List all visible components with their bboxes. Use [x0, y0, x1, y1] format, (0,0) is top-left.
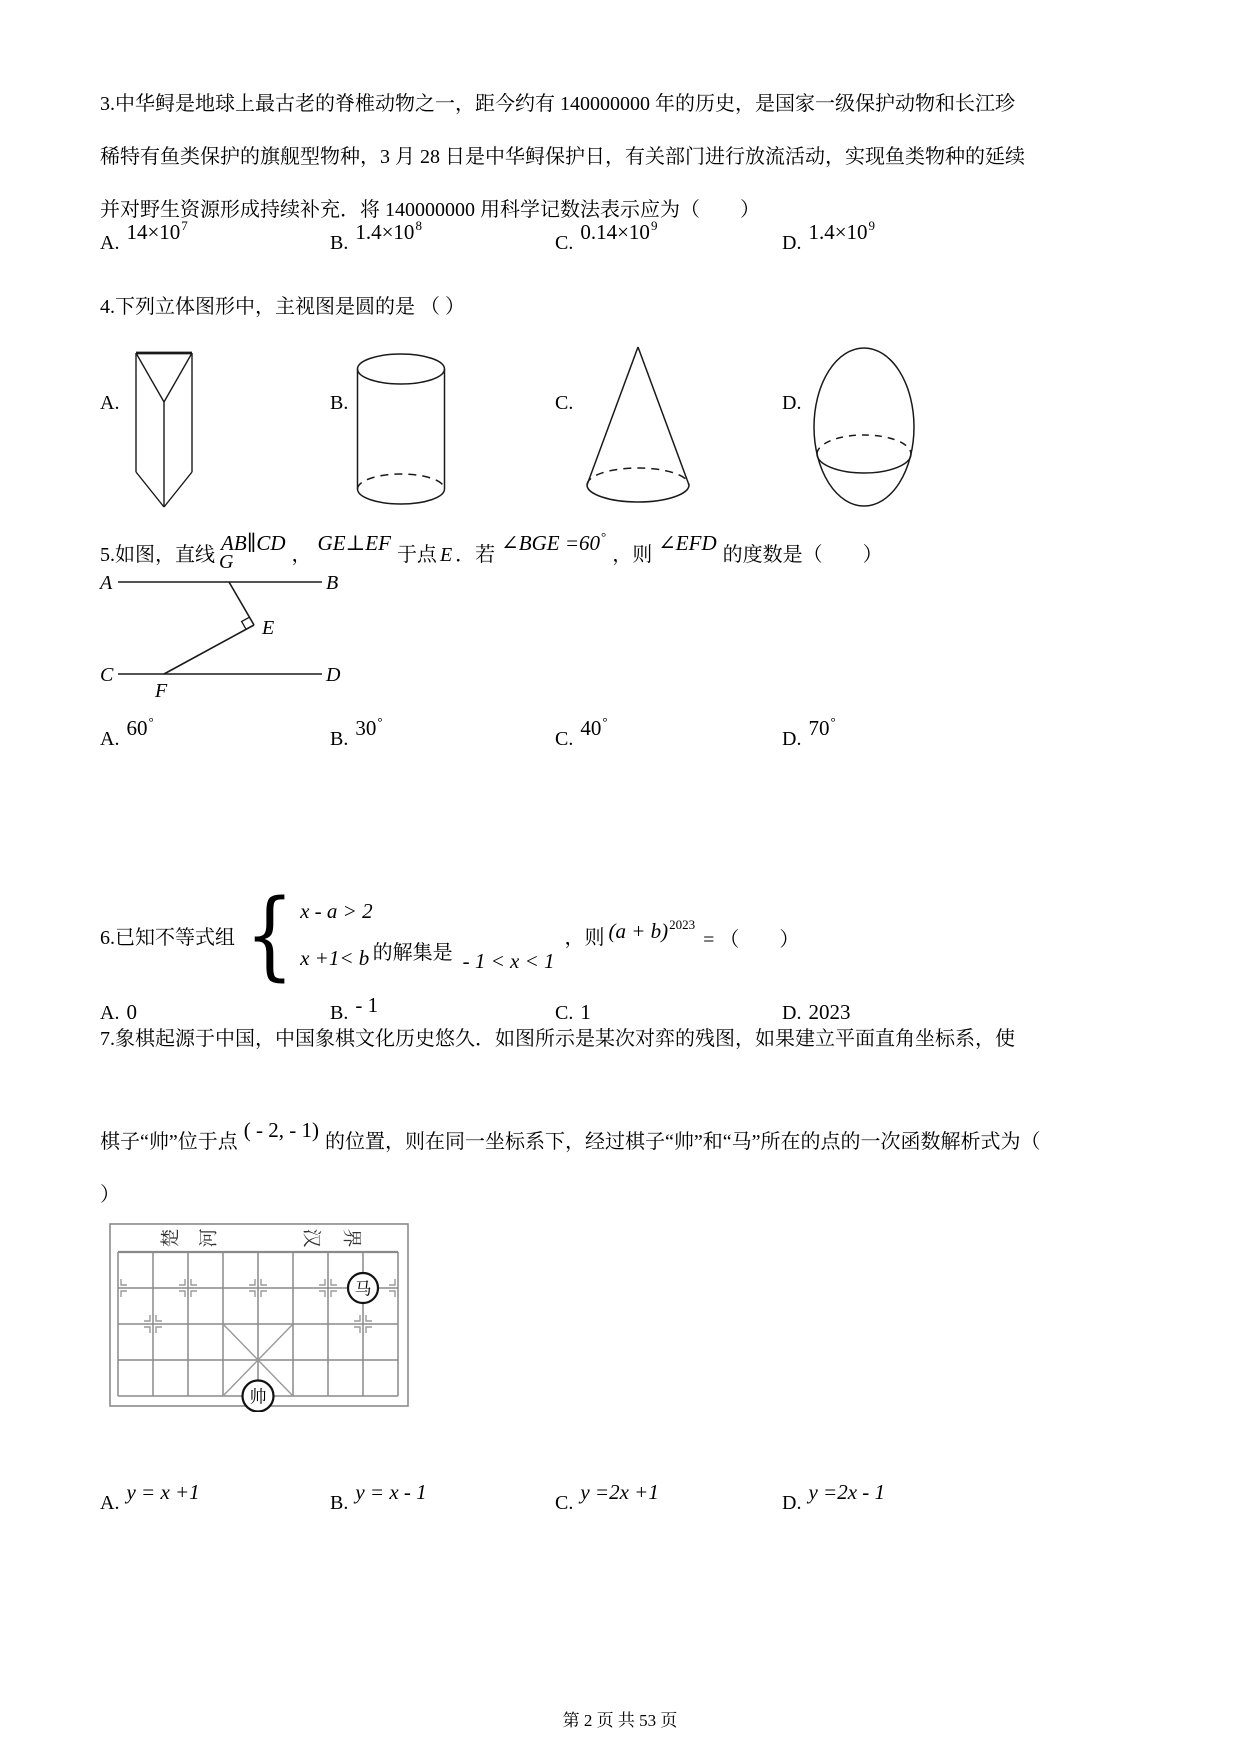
q5-math-ab-cd: AB∥CD [221, 531, 286, 555]
q3-option-d [782, 218, 876, 255]
q5-option-d [782, 714, 836, 751]
q5-option-b-base: 30 [355, 716, 377, 740]
q5-fig-label-g: G [219, 552, 234, 573]
q5-option-a-value [126, 716, 153, 741]
q5-math-angle-efd: ∠EFD [658, 531, 717, 555]
q5-math-ge-ef: GE⊥EF [317, 531, 391, 555]
q5-angle-bge-degree: ° [601, 529, 607, 544]
q5-option-c [555, 714, 608, 751]
q3-option-c-exponent: 9 [650, 218, 658, 233]
q3-option-c [555, 218, 658, 255]
q7-option-d [782, 1480, 886, 1515]
q5-option-c-label: C. [555, 728, 574, 750]
general-piece [243, 1381, 274, 1412]
page-footer: 第 2 页 共 53 页 [562, 1711, 678, 1730]
question-3-text [100, 78, 1160, 237]
q7-option-a [100, 1480, 200, 1515]
parallel-lines-figure [98, 552, 358, 702]
q5-fig-label-c: C [100, 664, 114, 686]
q3-option-b-base: 1.4×10 [355, 220, 415, 244]
q6-power-expression [608, 916, 696, 944]
q5-fig-label-a: A [100, 572, 113, 594]
q5-option-c-value [580, 716, 607, 741]
q6-seg4: = （ ） [703, 928, 800, 951]
q7-option-b-label: B. [330, 1492, 349, 1514]
q6-option-b-value: - 1 [355, 993, 379, 1017]
q5-option-d-value [808, 716, 835, 741]
q5-fig-label-b: B [326, 572, 339, 594]
q6-inequality-system [300, 888, 373, 982]
q5-seg2: ， [291, 544, 312, 566]
q3-option-d-exponent: 9 [868, 218, 876, 233]
q3-option-c-base: 0.14×10 [580, 220, 650, 244]
triangular-prism-figure [135, 350, 193, 510]
q7-option-c [555, 1480, 659, 1515]
q3-option-d-value [808, 220, 875, 245]
q5-option-a-label: A. [100, 728, 120, 750]
q6-option-c-value: 1 [580, 1000, 591, 1024]
q5-option-a [100, 714, 154, 751]
q3-line-3: 并对野生资源形成持续补充．将 140000000 用科学记数法表示应为（ ） [100, 199, 760, 221]
q3-option-b-label: B. [330, 232, 349, 254]
q6-power-base: (a + b) [608, 918, 669, 943]
q7-option-d-label: D. [782, 1492, 802, 1514]
q3-option-c-label: C. [555, 232, 574, 254]
q5-point-e: E [439, 544, 453, 566]
q5-option-c-degree: ° [602, 714, 608, 729]
q7-coordinate-point: ( - 2, - 1) [243, 1118, 319, 1142]
question-7-line-2 [100, 1118, 1041, 1154]
xiangqi-board-figure [106, 1222, 416, 1412]
q7-option-c-label: C. [555, 1492, 574, 1514]
river-text-han: 汉 [300, 1228, 322, 1248]
q5-option-b [330, 714, 383, 751]
q7-seg2: 的位置，则在同一坐标系下，经过棋子“帅”和“马”所在的点的一次函数解析式为（ [325, 1131, 1041, 1153]
river-text-chu: 楚 [160, 1228, 182, 1248]
q7-options [100, 1480, 1160, 1534]
q3-option-c-value [580, 220, 657, 245]
question-6-text [100, 878, 800, 991]
q5-options [100, 714, 1160, 770]
q3-option-d-base: 1.4×10 [808, 220, 868, 244]
q6-seg1: 6.已知不等式组 [100, 926, 235, 949]
q6-brace: { [245, 878, 294, 991]
q5-fig-label-d: D [326, 664, 341, 686]
q5-option-a-degree: ° [148, 714, 154, 729]
q3-line-2: 稀特有鱼类保护的旗舰型物种，3 月 28 日是中华鲟保护日，有关部门进行放流活动，实现鱼类物种的延续 [100, 146, 1025, 168]
q5-angle-bge-base: ∠BGE =60 [501, 531, 600, 555]
horse-piece [348, 1273, 378, 1303]
sphere-figure [812, 346, 916, 508]
q6-inequality-1: x - a > 2 [300, 899, 373, 923]
q7-option-b-value: y = x - 1 [355, 1480, 427, 1504]
q7-option-c-value: y =2x +1 [580, 1480, 659, 1504]
q3-option-a-exponent: 7 [181, 218, 188, 233]
river-text-jie: 界 [340, 1228, 362, 1248]
q4-option-c-label: C. [555, 392, 574, 414]
q5-seg1: 5.如图，直线 [100, 544, 215, 566]
q6-option-b-label: B. [330, 1002, 349, 1024]
q3-option-a-base: 14×10 [126, 220, 181, 244]
q5-option-d-degree: ° [830, 714, 836, 729]
q3-options [100, 218, 1160, 274]
q5-seg5: ，则 [612, 544, 653, 566]
question-7-line-3: ） [100, 1184, 120, 1206]
q6-seg2: 的解集是 [372, 941, 453, 964]
q5-option-b-label: B. [330, 728, 349, 750]
q6-solution-set: - 1 < x < 1 [462, 948, 555, 973]
q3-option-b-exponent: 8 [415, 218, 422, 233]
cone-figure [585, 345, 691, 505]
q5-option-c-base: 40 [580, 716, 602, 740]
q5-option-a-base: 60 [126, 716, 148, 740]
q7-option-a-label: A. [100, 1492, 120, 1514]
q5-option-d-base: 70 [808, 716, 830, 740]
q4-option-b-label: B. [330, 392, 349, 414]
q5-seg3: 于点 [396, 544, 437, 566]
question-4-text: 4.下列立体图形中，主视图是圆的是 （ ） [100, 296, 465, 318]
q5-option-b-value [355, 716, 382, 741]
cylinder-figure [356, 352, 446, 507]
q3-option-a-value [126, 220, 187, 245]
q6-inequality-2: x +1< b [300, 946, 370, 970]
q5-seg4: ．若 [455, 544, 496, 566]
question-7-line-1: 7.象棋起源于中国，中国象棋文化历史悠久．如图所示是某次对弈的残图，如果建立平面直角坐标系，使 [100, 1028, 1015, 1050]
q5-fig-label-e: E [262, 617, 275, 639]
q3-option-a-label: A. [100, 232, 120, 254]
q5-math-angle-bge [501, 531, 606, 555]
q7-option-d-value: y =2x - 1 [808, 1480, 886, 1504]
q5-seg6: 的度数是（ ） [722, 544, 883, 566]
horse-piece-label: 马 [354, 1279, 372, 1299]
q6-option-d-value: 2023 [808, 1000, 851, 1024]
general-piece-label: 帅 [249, 1387, 267, 1407]
q3-option-d-label: D. [782, 232, 802, 254]
q6-option-d-label: D. [782, 1002, 802, 1024]
q5-option-d-label: D. [782, 728, 802, 750]
q3-option-a [100, 218, 188, 255]
q3-line-1: 3.中华鲟是地球上最古老的脊椎动物之一，距今约有 140000000 年的历史，是国家一级保护动物和长江珍 [100, 93, 1015, 115]
q5-option-b-degree: ° [377, 714, 383, 729]
q3-option-b-value [355, 220, 422, 245]
q6-seg3: ，则 [564, 926, 605, 949]
q5-fig-label-f: F [155, 680, 168, 702]
q6-option-a-label: A. [100, 1002, 120, 1024]
q6-power-exponent: 2023 [669, 916, 696, 932]
q7-seg1: 棋子“帅”位于点 [100, 1131, 238, 1153]
river-text-he: 河 [198, 1228, 220, 1248]
q7-option-a-value: y = x +1 [126, 1480, 200, 1504]
q6-option-a-value: 0 [126, 1000, 137, 1024]
q3-option-b [330, 218, 422, 255]
q4-option-d-label: D. [782, 392, 802, 414]
q6-option-c-label: C. [555, 1002, 574, 1024]
q4-option-a-label: A. [100, 392, 120, 414]
q7-option-b [330, 1480, 427, 1515]
